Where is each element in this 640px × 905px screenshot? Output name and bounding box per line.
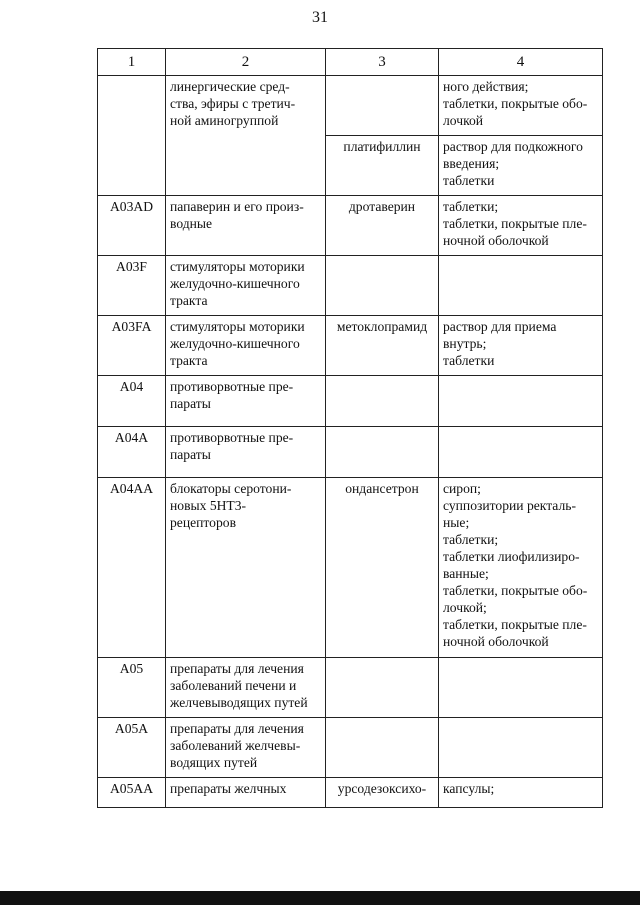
group-name-cell — [166, 658, 326, 718]
group-name-cell-line: тракта — [170, 353, 208, 368]
page-number: 31 — [312, 9, 328, 26]
drug-name-cell — [326, 658, 439, 718]
table-row — [98, 196, 603, 256]
drug-name-cell — [326, 718, 439, 778]
dosage-forms-cell-line: раствор для подкожного — [443, 139, 583, 154]
group-name-cell-line: заболеваний печени и — [170, 678, 297, 693]
group-name-cell — [166, 196, 326, 256]
dosage-forms-cell-line: таблетки — [443, 173, 495, 188]
dosage-forms-cell-line: таблетки, покрытые пле- — [443, 617, 587, 632]
group-name-cell-line: линергические сред- — [170, 79, 290, 94]
column-header: 3 — [326, 49, 439, 76]
table-row — [98, 256, 603, 316]
table-row — [98, 316, 603, 376]
drug-name-cell: ондансетрон — [326, 478, 439, 658]
dosage-forms-cell-line: суппозитории ректаль- — [443, 498, 576, 513]
dosage-forms-cell — [439, 778, 603, 808]
dosage-forms-cell — [439, 256, 603, 316]
atc-code-cell: A04 — [98, 376, 166, 427]
dosage-forms-cell-line: лочкой — [443, 113, 484, 128]
group-name-cell-line: водные — [170, 216, 213, 231]
group-name-cell — [166, 778, 326, 808]
table-row — [98, 778, 603, 808]
atc-code-cell: A05 — [98, 658, 166, 718]
atc-code-cell: A03AD — [98, 196, 166, 256]
dosage-forms-cell-line: таблетки; — [443, 532, 499, 547]
drug-table — [97, 48, 603, 808]
group-name-cell-line: новых 5HT3- — [170, 498, 247, 513]
dosage-forms-cell-line: таблетки — [443, 353, 495, 368]
dosage-forms-cell-line: таблетки; — [443, 199, 499, 214]
group-name-cell-line: желудочно-кишечного — [170, 276, 300, 291]
group-name-cell-line: противорвотные пре- — [170, 430, 294, 445]
dosage-forms-cell-line: ночной оболочкой — [443, 634, 549, 649]
atc-code-cell: A05AA — [98, 778, 166, 808]
dosage-forms-cell — [439, 658, 603, 718]
group-name-cell — [166, 316, 326, 376]
table-row — [98, 376, 603, 427]
table-row — [98, 658, 603, 718]
group-name-cell-line: тракта — [170, 293, 208, 308]
group-name-cell-line: желчевыводящих путей — [170, 695, 308, 710]
dosage-forms-cell-line: лочкой; — [443, 600, 487, 615]
group-name-cell — [166, 376, 326, 427]
dosage-forms-cell-line: раствор для приема — [443, 319, 557, 334]
dosage-forms-cell-line: ночной оболочкой — [443, 233, 549, 248]
drug-name-cell: платифиллин — [326, 136, 439, 196]
dosage-forms-cell — [439, 196, 603, 256]
group-name-cell — [166, 256, 326, 316]
dosage-forms-cell — [439, 478, 603, 658]
table-row — [98, 427, 603, 478]
dosage-forms-cell-line: таблетки лиофилизиро- — [443, 549, 580, 564]
column-header: 1 — [98, 49, 166, 76]
atc-code-cell: A03F — [98, 256, 166, 316]
drug-name-cell — [326, 76, 439, 136]
group-name-cell-line: папаверин и его произ- — [170, 199, 304, 214]
dosage-forms-cell-line: ванные; — [443, 566, 489, 581]
group-name-cell-line: стимуляторы моторики — [170, 319, 305, 334]
group-name-cell-line: стимуляторы моторики — [170, 259, 305, 274]
group-name-cell-line: блокаторы серотони- — [170, 481, 292, 496]
group-name-cell-line: водящих путей — [170, 755, 258, 770]
column-header: 2 — [166, 49, 326, 76]
group-name-cell — [166, 76, 326, 196]
group-name-cell-line: параты — [170, 396, 211, 411]
group-name-cell-line: препараты для лечения — [170, 721, 304, 736]
dosage-forms-cell — [439, 76, 603, 136]
bottom-scan-bar — [0, 891, 640, 905]
group-name-cell-line: желудочно-кишечного — [170, 336, 300, 351]
atc-code-cell: A03FA — [98, 316, 166, 376]
table-header-row — [98, 49, 603, 76]
dosage-forms-cell — [439, 316, 603, 376]
drug-name-cell: метоклопрамид — [326, 316, 439, 376]
dosage-forms-cell — [439, 376, 603, 427]
dosage-forms-cell-line: таблетки, покрытые обо- — [443, 96, 588, 111]
group-name-cell — [166, 478, 326, 658]
table-row — [98, 76, 603, 136]
atc-code-cell: A04A — [98, 427, 166, 478]
group-name-cell-line: рецепторов — [170, 515, 236, 530]
dosage-forms-cell-line: капсулы; — [443, 781, 495, 796]
group-name-cell-line: заболеваний желчевы- — [170, 738, 301, 753]
atc-code-cell: A05A — [98, 718, 166, 778]
drug-name-cell: урсодезоксихо- — [326, 778, 439, 808]
group-name-cell-line: ства, эфиры с третич- — [170, 96, 296, 111]
column-header: 4 — [439, 49, 603, 76]
dosage-forms-cell-line: введения; — [443, 156, 500, 171]
dosage-forms-cell-line: сироп; — [443, 481, 481, 496]
table-row — [98, 478, 603, 658]
dosage-forms-cell-line: таблетки, покрытые обо- — [443, 583, 588, 598]
dosage-forms-cell — [439, 718, 603, 778]
dosage-forms-cell-line: ного действия; — [443, 79, 529, 94]
table-row — [98, 718, 603, 778]
drug-name-cell: дротаверин — [326, 196, 439, 256]
group-name-cell-line: противорвотные пре- — [170, 379, 294, 394]
atc-code-cell — [98, 76, 166, 196]
drug-name-cell — [326, 427, 439, 478]
dosage-forms-cell-line: ные; — [443, 515, 470, 530]
drug-name-cell — [326, 256, 439, 316]
group-name-cell — [166, 718, 326, 778]
dosage-forms-cell-line: внутрь; — [443, 336, 487, 351]
group-name-cell-line: препараты для лечения — [170, 661, 304, 676]
group-name-cell-line: препараты желчных — [170, 781, 287, 796]
dosage-forms-cell — [439, 427, 603, 478]
group-name-cell-line: ной аминогруппой — [170, 113, 279, 128]
dosage-forms-cell-line: таблетки, покрытые пле- — [443, 216, 587, 231]
atc-code-cell: A04AA — [98, 478, 166, 658]
dosage-forms-cell — [439, 136, 603, 196]
table-body — [98, 76, 603, 808]
group-name-cell — [166, 427, 326, 478]
drug-name-cell — [326, 376, 439, 427]
group-name-cell-line: параты — [170, 447, 211, 462]
